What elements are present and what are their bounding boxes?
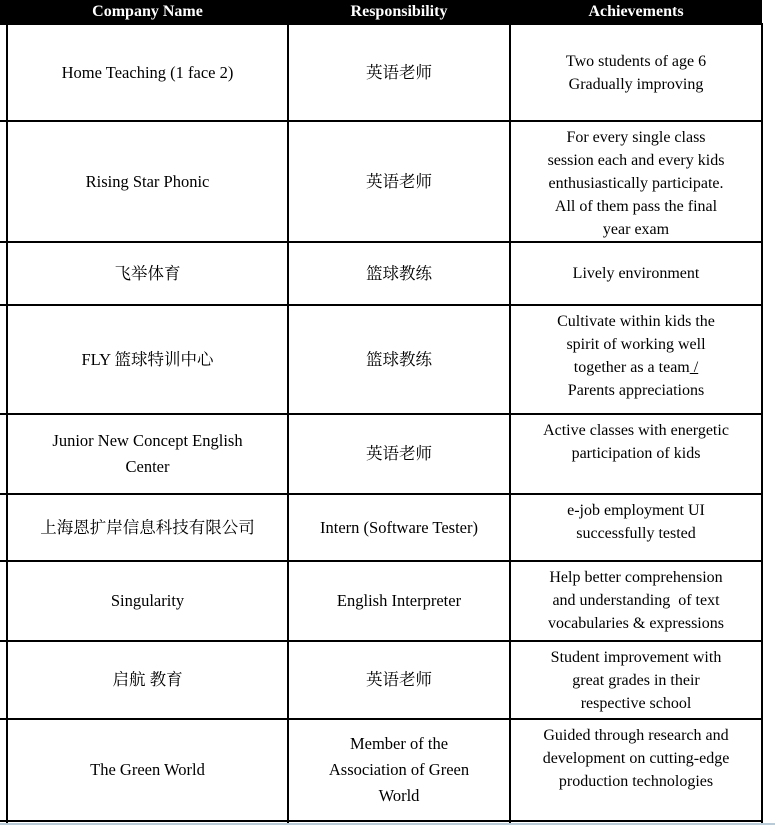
- table-row: [0, 305, 762, 414]
- text-line: 飞举体育: [114, 263, 181, 283]
- achievements-cell: [510, 719, 762, 821]
- company-cell: [7, 121, 288, 242]
- responsibility-cell: [288, 561, 510, 641]
- responsibility-cell: [288, 719, 510, 821]
- text-line: and understanding of text: [552, 592, 720, 609]
- table-header: [0, 0, 762, 24]
- text-line: great grades in their: [572, 672, 700, 689]
- header-row: [0, 0, 762, 24]
- company-cell: [7, 24, 288, 121]
- achievements-cell: [510, 494, 762, 561]
- left-margin-cell: [0, 494, 7, 561]
- responsibility-cell: [288, 121, 510, 242]
- table-row: [0, 24, 762, 121]
- achievements-cell: [510, 121, 762, 242]
- responsibility-cell: [288, 305, 510, 414]
- text-line: Association of Green: [328, 760, 470, 779]
- text-line: vocabularies & expressions: [548, 615, 724, 632]
- achievements-cell: [510, 242, 762, 305]
- table-row: [0, 121, 762, 242]
- left-margin-cell: [0, 121, 7, 242]
- text-line: production technologies: [558, 773, 714, 790]
- text-line: Home Teaching (1 face 2): [61, 62, 234, 82]
- company-cell: [7, 494, 288, 561]
- text-line: World: [378, 786, 420, 805]
- text-line: session each and every kids: [547, 152, 725, 169]
- text-line: 英语老师: [366, 670, 432, 689]
- table-row: [0, 561, 762, 641]
- text-line: For every single class: [566, 129, 706, 146]
- text-line: year exam: [602, 221, 670, 238]
- achievements-cell: [510, 305, 762, 414]
- table-row: [0, 719, 762, 821]
- achievements-cell: [510, 561, 762, 641]
- text-line: together as a team /: [573, 359, 699, 376]
- left-margin-cell: [0, 24, 7, 121]
- table-row: [0, 494, 762, 561]
- text-line: English Interpreter: [336, 591, 462, 610]
- text-line: Gradually improving: [568, 75, 704, 93]
- responsibility-cell: [288, 641, 510, 719]
- text-line: Student improvement with: [550, 649, 722, 666]
- text-line: 英语老师: [366, 62, 432, 82]
- text-line: respective school: [580, 695, 692, 712]
- achievements-cell: [510, 641, 762, 719]
- table-row: [0, 242, 762, 305]
- responsibility-cell: [288, 242, 510, 305]
- responsibility-cell: [288, 414, 510, 494]
- company-cell: [7, 305, 288, 414]
- text-line: Help better comprehension: [549, 569, 723, 586]
- table-row: [0, 641, 762, 719]
- responsibility-cell: [288, 494, 510, 561]
- left-margin-cell: [0, 305, 7, 414]
- text-line: Guided through research and: [543, 727, 729, 744]
- company-cell: [7, 414, 288, 494]
- achievements-cell: [510, 24, 762, 121]
- text-line: 英语老师: [366, 444, 432, 463]
- text-line: spirit of working well: [566, 336, 706, 353]
- col-header-achievements: Achievements: [510, 0, 762, 24]
- left-margin-cell: [0, 719, 7, 821]
- text-line: 英语老师: [366, 171, 432, 191]
- text-line: Singularity: [110, 591, 185, 610]
- text-line: The Green World: [90, 760, 205, 779]
- text-line: Two students of age 6: [565, 52, 707, 70]
- text-line: development on cutting-edge: [542, 750, 730, 767]
- table-row: [0, 414, 762, 494]
- text-line: 篮球教练: [366, 349, 432, 369]
- left-margin-cell: [0, 242, 7, 305]
- text-line: FLY 篮球特训中心: [81, 349, 214, 369]
- text-line: Active classes with energetic: [543, 422, 729, 439]
- text-line: e-job employment UI: [567, 502, 705, 519]
- text-line: Rising Star Phonic: [85, 171, 210, 191]
- left-margin-cell: [0, 414, 7, 494]
- text-line: Intern (Software Tester): [320, 517, 478, 537]
- text-line: 篮球教练: [366, 263, 432, 283]
- text-line: successfully tested: [576, 525, 696, 542]
- col-header-company: Company Name: [7, 0, 288, 24]
- text-line: Cultivate within kids the: [557, 313, 715, 330]
- company-cell: [7, 641, 288, 719]
- text-line: enthusiastically participate.: [548, 175, 724, 192]
- text-line: Junior New Concept English: [52, 431, 243, 450]
- text-line: 上海恩扩岸信息科技有限公司: [40, 517, 255, 537]
- company-cell: [7, 561, 288, 641]
- text-line: Parents appreciations: [567, 382, 705, 399]
- text-line: All of them pass the final: [554, 198, 718, 215]
- company-cell: [7, 719, 288, 821]
- underlined-text: /: [689, 359, 699, 376]
- col-header-responsibility: Responsibility: [288, 0, 510, 24]
- left-margin-cell: [0, 641, 7, 719]
- header-stub-cell: [0, 0, 7, 24]
- text-line: Member of the: [349, 734, 449, 753]
- table-body: [0, 24, 762, 825]
- text-line: Center: [125, 457, 170, 476]
- text-line: participation of kids: [571, 445, 701, 462]
- left-margin-cell: [0, 561, 7, 641]
- company-cell: [7, 242, 288, 305]
- text-line: Lively environment: [572, 265, 700, 282]
- responsibility-cell: [288, 24, 510, 121]
- achievements-cell: [510, 414, 762, 494]
- text-line: 启航 教育: [112, 670, 183, 689]
